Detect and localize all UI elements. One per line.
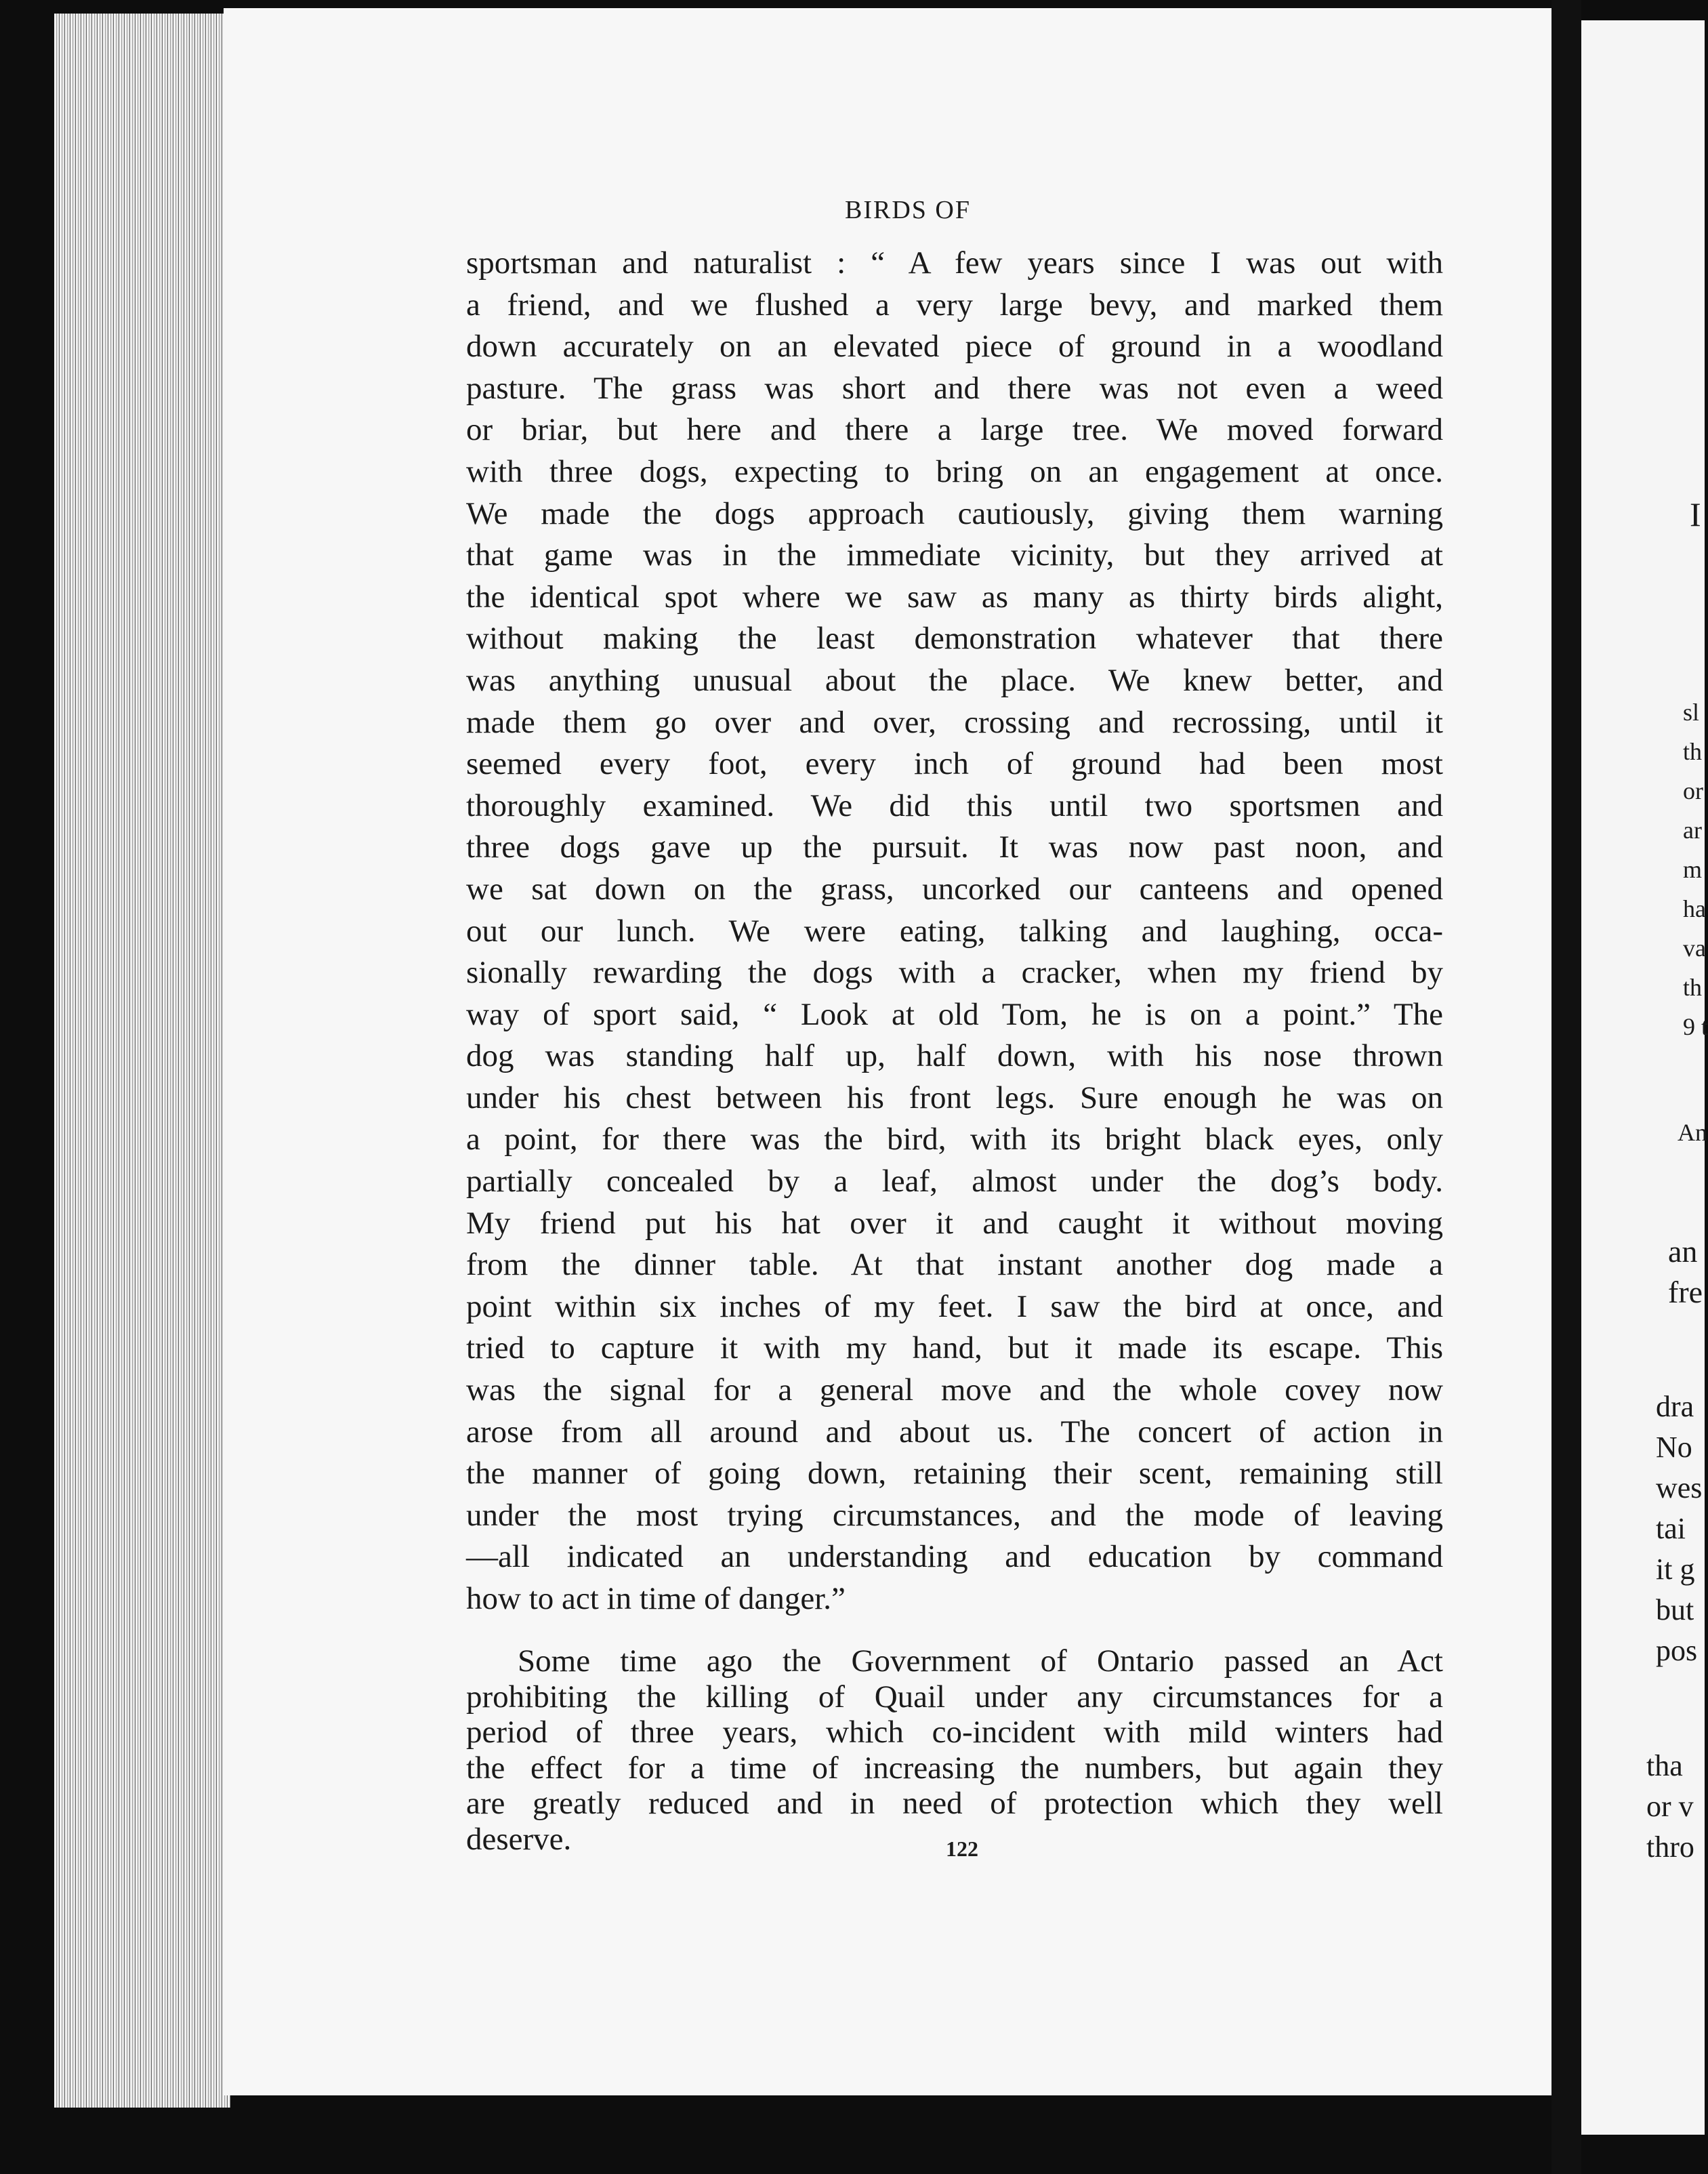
text-line: partially concealed by a leaf, almost under the dog’s body.	[466, 1164, 1443, 1199]
facing-fragment: ha	[1683, 895, 1706, 922]
text-line: the manner of going down, retaining their scent, remaining still	[466, 1456, 1443, 1492]
text-line: how to act in time of danger.”	[466, 1581, 846, 1616]
facing-fragment: No	[1656, 1431, 1692, 1464]
facing-fragment: m	[1683, 856, 1703, 883]
facing-fragment: va	[1683, 935, 1706, 962]
facing-page	[1581, 20, 1708, 2135]
text-line: My friend put his hat over it and caught it without moving	[466, 1205, 1443, 1241]
text-line: was the signal for a general move and the whole covey now	[466, 1372, 1443, 1408]
page-number: 122	[946, 1837, 978, 1861]
text-line: with three dogs, expecting to bring on an engagement at once.	[466, 453, 1443, 489]
text-line: the effect for a time of increasing the numbers, but again they	[466, 1750, 1443, 1786]
text-line: seemed every foot, every inch of ground had been most	[466, 746, 1443, 782]
text-line: a point, for there was the bird, with its bright black eyes, only	[466, 1122, 1443, 1157]
facing-fragment: thro	[1646, 1830, 1694, 1864]
text-line: out our lunch. We were eating, talking and laughing, occa-	[466, 913, 1443, 949]
text-line: was anything unusual about the place. We knew better, and	[466, 662, 1443, 698]
facing-fragment: or v	[1646, 1790, 1694, 1823]
text-line: dog was standing half up, half down, with his nose thrown	[466, 1038, 1443, 1074]
facing-fragment: tha	[1646, 1749, 1683, 1782]
text-line: we sat down on the grass, uncorked our canteens and opened	[466, 871, 1443, 907]
text-line: tried to capture it with my hand, but it made its escape. This	[466, 1330, 1443, 1366]
text-line: that game was in the immediate vicinity, but they arrived at	[466, 537, 1443, 573]
facing-fragment: ar	[1683, 817, 1702, 844]
paragraph-ontario-act	[466, 1643, 1443, 1857]
facing-fragment: An	[1678, 1119, 1707, 1146]
facing-fragment: pos	[1656, 1634, 1698, 1667]
facing-fragment: I	[1690, 495, 1701, 533]
facing-fragment: an	[1668, 1234, 1698, 1269]
facing-fragment: tai	[1656, 1512, 1686, 1545]
book-gutter	[1551, 0, 1581, 2174]
facing-fragment: dra	[1656, 1390, 1694, 1423]
text-line: period of three years, which co-incident with mild winters had	[466, 1715, 1443, 1750]
text-line: deserve.	[466, 1821, 572, 1857]
facing-fragment: or	[1683, 777, 1703, 804]
text-line: sportsman and naturalist : “ A few years since I was out with	[466, 245, 1443, 281]
text-line: sionally rewarding the dogs with a cracker, when my friend by	[466, 955, 1443, 991]
text-line: made them go over and over, crossing and recrossing, until it	[466, 704, 1443, 740]
text-line: are greatly reduced and in need of protection which they well	[466, 1786, 1443, 1821]
text-line: down accurately on an elevated piece of ground in a woodland	[466, 329, 1443, 365]
text-line: three dogs gave up the pursuit. It was now past noon, and	[466, 829, 1443, 865]
text-line: under his chest between his front legs. Sure enough he was on	[466, 1080, 1443, 1115]
text-line: without making the least demonstration whatever that there	[466, 621, 1443, 657]
text-line: the identical spot where we saw as many as thirty birds alight,	[466, 579, 1443, 615]
text-line: pasture. The grass was short and there was not even a weed	[466, 370, 1443, 406]
facing-fragment: wes	[1656, 1471, 1703, 1504]
facing-fragment: fre	[1668, 1275, 1703, 1309]
facing-fragment: it g	[1656, 1553, 1695, 1586]
text-line: thoroughly examined. We did this until two sportsmen and	[466, 787, 1443, 823]
text-line: or briar, but here and there a large tree. We moved forward	[466, 412, 1443, 448]
text-line: way of sport said, “ Look at old Tom, he is on a point.” The	[466, 996, 1443, 1032]
text-line: prohibiting the killing of Quail under any circumstances for a	[466, 1679, 1443, 1715]
running-head: BIRDS OF	[845, 196, 971, 224]
text-line: Some time ago the Government of Ontario passed an Act	[518, 1643, 1443, 1679]
page-edges	[54, 14, 230, 2108]
text-line: —all indicated an understanding and education by command	[466, 1539, 1443, 1575]
text-line: under the most trying circumstances, and the mode of leaving	[466, 1497, 1443, 1533]
facing-fragment: 9 t	[1683, 1013, 1708, 1040]
text-line: point within six inches of my feet. I saw the bird at once, and	[466, 1288, 1443, 1324]
paragraph-quote	[466, 243, 1443, 1620]
facing-fragment: th	[1683, 738, 1703, 765]
text-line: arose from all around and about us. The concert of action in	[466, 1414, 1443, 1450]
text-line: We made the dogs approach cautiously, giving them warning	[466, 495, 1443, 531]
text-line: from the dinner table. At that instant another dog made a	[466, 1247, 1443, 1283]
facing-fragment: th	[1683, 974, 1703, 1001]
facing-fragment: sl	[1683, 699, 1700, 726]
facing-fragment: but	[1656, 1593, 1694, 1626]
text-line: a friend, and we flushed a very large bevy, and marked them	[466, 287, 1443, 323]
